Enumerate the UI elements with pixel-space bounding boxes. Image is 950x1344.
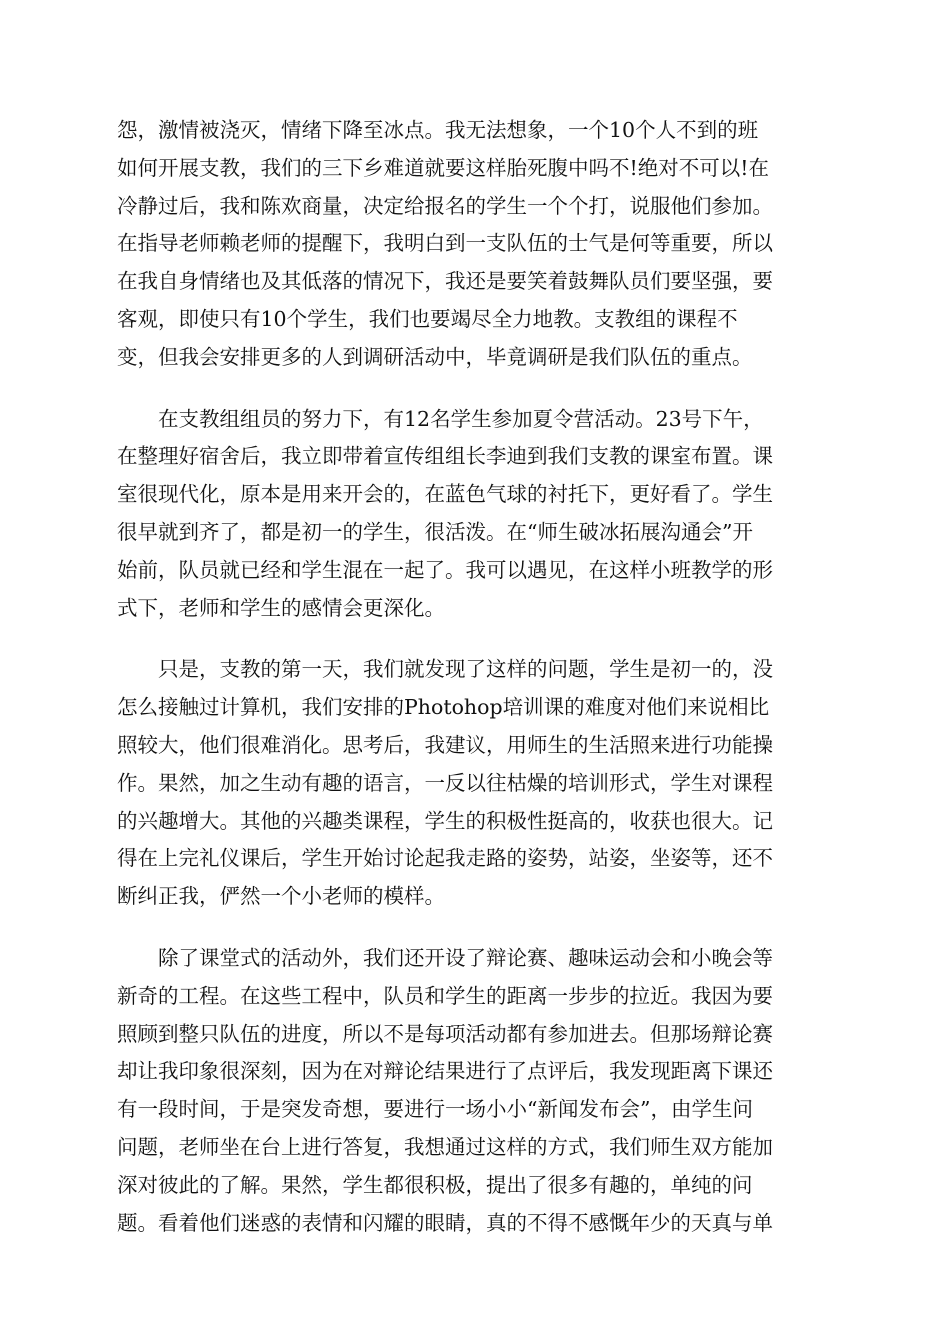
text-line: 照顾到整只队伍的进度，所以不是每项活动都有参加进去。但那场辩论赛: [117, 1021, 773, 1046]
text-line: 只是，支教的第一天，我们就发现了这样的问题，学生是初一的，没: [158, 657, 773, 682]
text-line: 在整理好宿舍后，我立即带着宣传组组长李迪到我们支教的课室布置。课: [117, 444, 773, 469]
document-body: [117, 112, 835, 1266]
text-line: 冷静过后，我和陈欢商量，决定给报名的学生一个个打，说服他们参加。: [117, 193, 773, 218]
paragraph-2: [117, 401, 835, 628]
text-line: 的兴趣增大。其他的兴趣类课程，学生的积极性挺高的，收获也很大。记: [117, 808, 773, 833]
text-line: 室很现代化，原本是用来开会的，在蓝色气球的衬托下，更好看了。学生: [117, 482, 773, 507]
text-line: 题。看着他们迷惑的表情和闪耀的眼睛，真的不得不感慨年少的天真与单: [117, 1210, 773, 1235]
text-line: 客观，即使只有10个学生，我们也要竭尽全力地教。支教组的课程不: [117, 306, 738, 331]
text-line: 很早就到齐了，都是初一的学生，很活泼。在“师生破冰拓展沟通会”开: [117, 519, 753, 544]
text-line: 深对彼此的了解。果然，学生都很积极，提出了很多有趣的，单纯的问: [117, 1172, 753, 1197]
text-line: 在我自身情绪也及其低落的情况下，我还是要笑着鼓舞队员们要坚强，要: [117, 269, 773, 294]
text-line: 在支教组组员的努力下，有12名学生参加夏令营活动。23号下午，: [158, 406, 764, 431]
text-line: 有一段时间，于是突发奇想，要进行一场小小“新闻发布会”，由学生问: [117, 1097, 753, 1122]
text-line: 新奇的工程。在这些工程中，队员和学生的距离一步步的拉近。我因为要: [117, 983, 773, 1008]
text-line: 作。果然，加之生动有趣的语言，一反以往枯燥的培训形式，学生对课程: [117, 770, 773, 795]
text-line: 怎么接触过计算机，我们安排的Photohop培训课的难度对他们来说相比: [117, 695, 770, 720]
text-line: 如何开展支教，我们的三下乡难道就要这样胎死腹中吗不!绝对不可以!在: [117, 155, 769, 180]
text-line: 变，但我会安排更多的人到调研活动中，毕竟调研是我们队伍的重点。: [117, 344, 753, 369]
text-line: 得在上完礼仪课后，学生开始讨论起我走路的姿势，站姿，坐姿等，还不: [117, 846, 773, 871]
text-line: 始前，队员就已经和学生混在一起了。我可以遇见，在这样小班教学的形: [117, 557, 773, 582]
paragraph-1: [117, 112, 835, 377]
text-line: 怨，激情被浇灭，情绪下降至冰点。我无法想象，一个10个人不到的班: [117, 118, 759, 142]
text-line: 问题，老师坐在台上进行答复，我想通过这样的方式，我们师生双方能加: [117, 1134, 773, 1159]
text-line: 照较大，他们很难消化。思考后，我建议，用师生的生活照来进行功能操: [117, 732, 773, 757]
text-line: 式下，老师和学生的感情会更深化。: [117, 595, 445, 620]
text-line: 除了课堂式的活动外，我们还开设了辩论赛、趣味运动会和小晚会等: [158, 945, 773, 970]
paragraph-4: [117, 940, 835, 1242]
text-line: 却让我印象很深刻，因为在对辩论结果进行了点评后，我发现距离下课还: [117, 1059, 773, 1084]
text-line: 断纠正我，俨然一个小老师的模样。: [117, 884, 445, 909]
text-line: 在指导老师赖老师的提醒下，我明白到一支队伍的士气是何等重要，所以: [117, 231, 773, 256]
paragraph-3: [117, 651, 835, 916]
